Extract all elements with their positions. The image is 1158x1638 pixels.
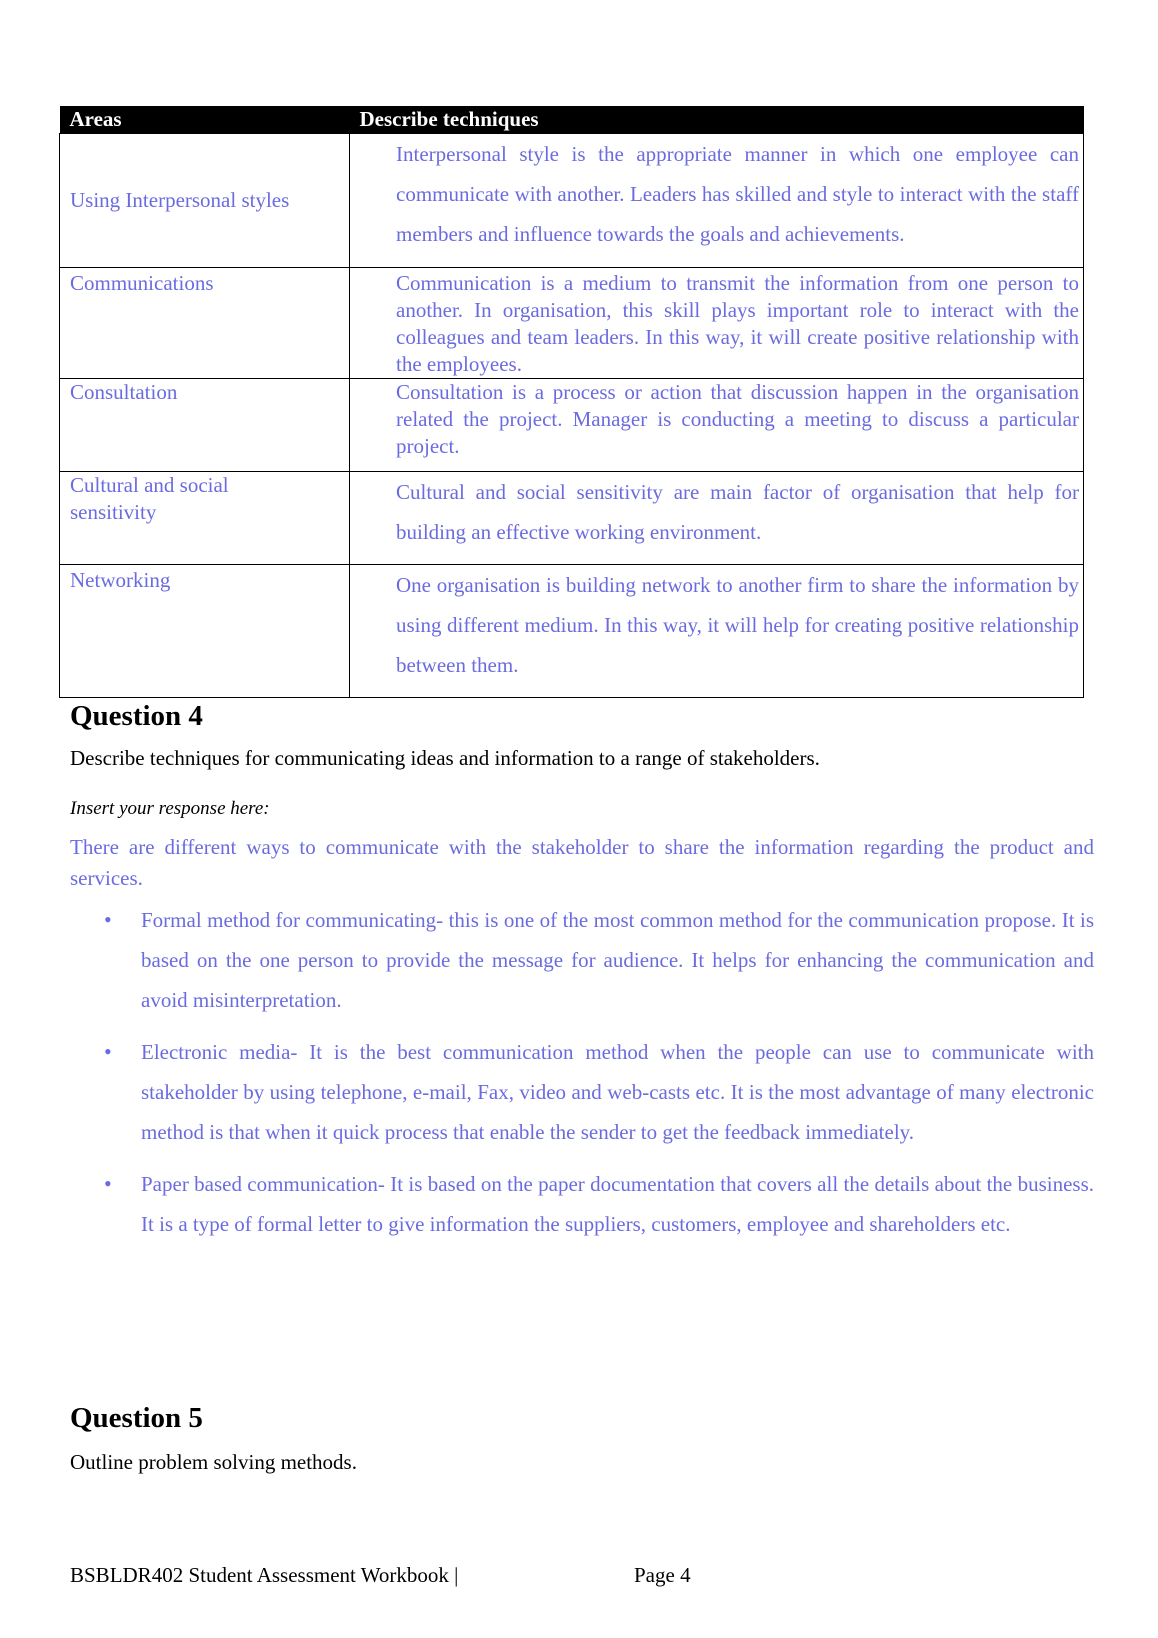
bullet-icon: • — [104, 1039, 112, 1064]
bullet-text: Electronic media- It is the best communication method when the people can use to communicate with stakeholder by using telephone, e-mail, Fax, video and web-casts etc. It is the most advantage of many electronic method is that when it quick process that enable the sender to get the feedback immediately. — [141, 1040, 1094, 1144]
desc-cell: One organisation is building network to another firm to share the information by using different medium. In this way, it will help for creating positive relationship between them. — [350, 565, 1084, 698]
area-cell: Communications — [60, 268, 350, 379]
area-cell: Cultural and social sensitivity — [60, 472, 350, 565]
bullet-icon: • — [104, 1171, 112, 1196]
area-cell: Consultation — [60, 379, 350, 472]
list-item — [70, 1164, 1094, 1244]
desc-cell: Communication is a medium to transmit the information from one person to another. In organisation, this skill plays important role to interact with the colleagues and team leaders. In this way, it will create positive relationship with the employees. — [350, 268, 1084, 379]
desc-cell: Cultural and social sensitivity are main factor of organisation that help for building an effective working environment. — [350, 472, 1084, 565]
footer-page-number: Page 4 — [634, 1563, 691, 1587]
area-cell — [60, 134, 350, 268]
desc-cell: Interpersonal style is the appropriate manner in which one employee can communicate with another. Leaders has skilled and style to interact with the staff members and influence towards the goals and achievements. — [350, 134, 1084, 268]
table-row — [60, 268, 1084, 379]
question-4-prompt: Describe techniques for communicating ideas and information to a range of stakeholders. — [70, 746, 820, 770]
question-5-title: Question 5 — [70, 1402, 203, 1434]
header-areas: Areas — [60, 106, 350, 134]
bullet-text: Paper based communication- It is based on the paper documentation that covers all the details about the business. It is a type of formal letter to give information the suppliers, customers, employee and shareholders etc. — [141, 1172, 1094, 1236]
area-cell: Networking — [60, 565, 350, 698]
table-row — [60, 565, 1084, 698]
table-row — [60, 472, 1084, 565]
table-row — [60, 134, 1084, 268]
question-4-title: Question 4 — [70, 700, 203, 732]
footer-workbook-title: BSBLDR402 Student Assessment Workbook | — [70, 1563, 459, 1587]
header-describe-techniques: Describe techniques — [350, 106, 1084, 134]
response-bullet-list — [70, 900, 1094, 1256]
insert-response-label: Insert your response here: — [70, 798, 270, 819]
response-intro: There are different ways to communicate with the stakeholder to share the information regarding the product and services. — [70, 835, 1094, 890]
area-label: Using Interpersonal styles — [70, 188, 290, 212]
bullet-icon: • — [104, 907, 112, 932]
bullet-text: Formal method for communicating- this is one of the most common method for the communication propose. It is based on the one person to provide the message for audience. It helps for enhancing the communication and avoid misinterpretation. — [141, 908, 1094, 1012]
question-5-prompt: Outline problem solving methods. — [70, 1450, 357, 1474]
list-item — [70, 1032, 1094, 1152]
desc-cell: Consultation is a process or action that discussion happen in the organisation related the project. Manager is conducting a meeting to discuss a particular project. — [350, 379, 1084, 472]
table-header-row — [60, 106, 1084, 134]
table-row — [60, 379, 1084, 472]
list-item — [70, 900, 1094, 1020]
techniques-table — [59, 106, 1084, 698]
